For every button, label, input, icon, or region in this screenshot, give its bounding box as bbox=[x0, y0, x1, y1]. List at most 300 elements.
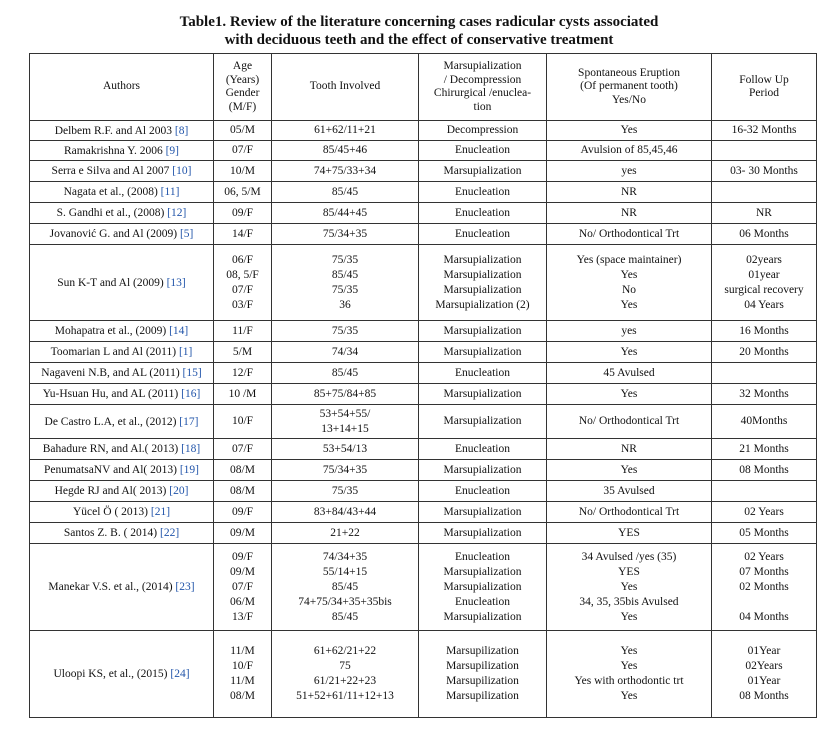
followup-value: 02Years bbox=[745, 660, 783, 672]
treatment-value: Enucleation bbox=[455, 227, 510, 240]
age-cell bbox=[214, 321, 272, 342]
eruption-value: Yes bbox=[620, 345, 638, 358]
age-value: 06/F bbox=[231, 253, 254, 266]
age-value: 09/F bbox=[231, 550, 254, 563]
table-row bbox=[30, 460, 817, 481]
author-name: PenumatsaNV and Al( 2013) bbox=[43, 464, 177, 476]
age-value: 08/M bbox=[230, 690, 255, 702]
tooth-cell bbox=[272, 544, 419, 631]
eruption-cell bbox=[547, 523, 712, 544]
reference-link[interactable]: [9] bbox=[165, 144, 179, 157]
tooth-cell bbox=[272, 342, 419, 363]
table-row bbox=[30, 363, 817, 384]
age-value: 06/M bbox=[230, 595, 255, 608]
treatment-value: Enucleation bbox=[455, 442, 510, 455]
author-cell bbox=[30, 224, 214, 245]
followup-value: NR bbox=[756, 206, 772, 219]
eruption-value: No bbox=[621, 283, 637, 296]
treatment-value: Marsupialization bbox=[443, 526, 522, 539]
eruption-value: No/ Orthodontical Trt bbox=[578, 415, 680, 427]
eruption-cell bbox=[547, 439, 712, 460]
eruption-cell bbox=[547, 384, 712, 405]
eruption-cell bbox=[547, 405, 712, 439]
age-cell bbox=[214, 523, 272, 544]
tooth-value: 75/35 bbox=[331, 253, 359, 266]
followup-cell bbox=[712, 405, 817, 439]
tooth-value: 75/35 bbox=[331, 324, 359, 337]
reference-link[interactable]: [20] bbox=[169, 485, 189, 497]
tooth-cell bbox=[272, 363, 419, 384]
treatment-value: Marsupialization bbox=[443, 610, 522, 623]
age-cell bbox=[214, 161, 272, 182]
reference-link[interactable]: [5] bbox=[179, 228, 194, 240]
eruption-cell bbox=[547, 203, 712, 224]
author-cell bbox=[30, 405, 214, 439]
reference-link[interactable]: [17] bbox=[179, 415, 199, 428]
treatment-cell bbox=[419, 203, 547, 224]
tooth-value: 85+75/84+85 bbox=[313, 387, 377, 400]
reference-link[interactable]: [24] bbox=[170, 668, 190, 680]
age-value: 11/F bbox=[232, 324, 253, 337]
author-name: Sun K-T and Al (2009) bbox=[57, 276, 164, 289]
age-cell bbox=[214, 384, 272, 405]
reference-link[interactable]: [22] bbox=[159, 527, 180, 539]
reference-link[interactable]: [14] bbox=[169, 325, 189, 337]
table-row bbox=[30, 245, 817, 321]
followup-cell bbox=[712, 544, 817, 631]
followup-value: 40Months bbox=[740, 415, 788, 427]
eruption-value: Yes bbox=[620, 690, 638, 702]
treatment-cell bbox=[419, 224, 547, 245]
author-cell bbox=[30, 384, 214, 405]
treatment-cell bbox=[419, 502, 547, 523]
header-treatment: Marsupialization / Decompression Chirurgical /enuclea- tion bbox=[419, 54, 547, 121]
author-name: Serra e Silva and Al 2007 bbox=[51, 165, 170, 177]
eruption-value: Avulsion of 85,45,46 bbox=[580, 144, 678, 156]
eruption-cell bbox=[547, 321, 712, 342]
header-age-gender: Age (Years) Gender (M/F) bbox=[214, 54, 272, 121]
reference-link[interactable]: [10] bbox=[172, 165, 192, 177]
age-cell bbox=[214, 121, 272, 141]
reference-link[interactable]: [21] bbox=[150, 506, 171, 518]
author-name: S. Gandhi et al., (2008) bbox=[56, 207, 165, 219]
author-cell bbox=[30, 363, 214, 384]
table-row bbox=[30, 182, 817, 203]
followup-value: 01Year bbox=[747, 675, 781, 687]
reference-link[interactable]: [15] bbox=[182, 367, 202, 379]
eruption-value: NR bbox=[621, 185, 637, 198]
tooth-value: 51+52+61/11+12+13 bbox=[296, 690, 394, 702]
treatment-value: Marsupialization bbox=[443, 387, 522, 400]
table-row bbox=[30, 405, 817, 439]
table-row bbox=[30, 224, 817, 245]
eruption-value: 45 Avulsed bbox=[603, 366, 655, 379]
followup-cell bbox=[712, 161, 817, 182]
followup-value: 08 Months bbox=[739, 463, 789, 476]
reference-link[interactable]: [23] bbox=[175, 581, 195, 593]
tooth-value: 75/35 bbox=[331, 283, 359, 296]
treatment-value: Enucleation bbox=[455, 484, 510, 497]
age-cell bbox=[214, 363, 272, 384]
treatment-cell bbox=[419, 523, 547, 544]
eruption-value: Yes bbox=[620, 580, 638, 593]
treatment-cell bbox=[419, 460, 547, 481]
reference-link[interactable]: [16] bbox=[181, 388, 201, 400]
treatment-cell bbox=[419, 321, 547, 342]
eruption-cell bbox=[547, 141, 712, 161]
followup-value bbox=[715, 185, 813, 200]
table-caption-line-2: with deciduous teeth and the effect of conservative treatment bbox=[224, 32, 614, 48]
tooth-value: 74/34+35 bbox=[322, 550, 368, 563]
tooth-value: 61+62/11+21 bbox=[314, 124, 376, 136]
author-cell bbox=[30, 141, 214, 161]
table-row bbox=[30, 161, 817, 182]
followup-value: 32 Months bbox=[739, 387, 789, 400]
followup-cell bbox=[712, 460, 817, 481]
author-name: Mohapatra et al., (2009) bbox=[54, 325, 167, 337]
tooth-value: 61/21+22+23 bbox=[313, 675, 377, 687]
treatment-cell bbox=[419, 544, 547, 631]
age-value: 09/M bbox=[230, 565, 255, 578]
author-cell bbox=[30, 182, 214, 203]
followup-cell bbox=[712, 523, 817, 544]
treatment-cell bbox=[419, 182, 547, 203]
author-name: Hegde RJ and Al( 2013) bbox=[54, 485, 167, 497]
tooth-value: 55/14+15 bbox=[322, 565, 368, 578]
age-value: 09/F bbox=[231, 206, 254, 219]
tooth-value: 85/45 bbox=[331, 610, 359, 623]
tooth-cell bbox=[272, 631, 419, 718]
age-cell bbox=[214, 631, 272, 718]
followup-value: 02 Months bbox=[739, 580, 789, 593]
table-row bbox=[30, 121, 817, 141]
age-value: 09/M bbox=[230, 526, 255, 539]
followup-cell bbox=[712, 363, 817, 384]
followup-value: 01Year bbox=[747, 645, 781, 657]
table-caption bbox=[0, 13, 838, 49]
eruption-cell bbox=[547, 460, 712, 481]
age-value: 12/F bbox=[231, 366, 254, 379]
eruption-value: Yes bbox=[620, 298, 638, 311]
tooth-value: 85/45 bbox=[331, 185, 359, 198]
tooth-value: 83+84/43+44 bbox=[313, 505, 377, 518]
age-value: 5/M bbox=[232, 345, 253, 358]
tooth-value: 75 bbox=[339, 660, 351, 672]
age-value: 10/F bbox=[231, 415, 254, 427]
followup-value: 16 Months bbox=[739, 324, 789, 337]
treatment-value: Enucleation bbox=[455, 366, 510, 379]
treatment-value: Marsupilization bbox=[446, 675, 519, 687]
treatment-value: Marsupilization bbox=[446, 660, 519, 672]
age-cell bbox=[214, 245, 272, 321]
age-value: 08/M bbox=[230, 484, 255, 497]
treatment-cell bbox=[419, 481, 547, 502]
table-row bbox=[30, 141, 817, 161]
followup-cell bbox=[712, 384, 817, 405]
followup-value: surgical recovery bbox=[724, 283, 804, 296]
age-value: 14/F bbox=[231, 227, 254, 240]
eruption-cell bbox=[547, 363, 712, 384]
author-name: Bahadure RN, and Al.( 2013) bbox=[42, 443, 179, 455]
author-cell bbox=[30, 203, 214, 224]
age-cell bbox=[214, 405, 272, 439]
tooth-value: 75/34+35 bbox=[322, 463, 368, 476]
eruption-cell bbox=[547, 224, 712, 245]
eruption-value: No/ Orthodontical Trt bbox=[578, 227, 680, 240]
treatment-value: Marsupialization bbox=[443, 268, 522, 281]
treatment-value: Decompression bbox=[446, 124, 519, 136]
tooth-cell bbox=[272, 141, 419, 161]
eruption-value: NR bbox=[621, 206, 637, 219]
reference-link[interactable]: [11] bbox=[160, 186, 180, 198]
treatment-value: Marsupialization bbox=[443, 283, 522, 296]
followup-value bbox=[715, 143, 813, 158]
age-cell bbox=[214, 502, 272, 523]
header-authors: Authors bbox=[30, 54, 214, 121]
followup-value: 21 Months bbox=[739, 442, 789, 455]
tooth-cell bbox=[272, 481, 419, 502]
eruption-value: 35 Avulsed bbox=[603, 484, 655, 497]
tooth-cell bbox=[272, 245, 419, 321]
followup-value: 03- 30 Months bbox=[730, 164, 798, 177]
tooth-cell bbox=[272, 502, 419, 523]
followup-cell bbox=[712, 321, 817, 342]
author-cell bbox=[30, 502, 214, 523]
table-row bbox=[30, 342, 817, 363]
table-row bbox=[30, 384, 817, 405]
treatment-value: Enucleation bbox=[455, 550, 510, 563]
followup-cell bbox=[712, 481, 817, 502]
age-cell bbox=[214, 544, 272, 631]
followup-value: 05 Months bbox=[739, 526, 789, 539]
tooth-cell bbox=[272, 405, 419, 439]
followup-value bbox=[715, 595, 813, 610]
treatment-value: Marsupialization bbox=[443, 324, 522, 337]
followup-cell bbox=[712, 342, 817, 363]
followup-cell bbox=[712, 245, 817, 321]
treatment-value: Marsupialization (2) bbox=[435, 298, 530, 311]
eruption-cell bbox=[547, 121, 712, 141]
followup-value: 06 Months bbox=[739, 227, 789, 240]
eruption-cell bbox=[547, 544, 712, 631]
followup-value: 07 Months bbox=[739, 565, 789, 578]
followup-cell bbox=[712, 182, 817, 203]
author-name: Santos Z. B. ( 2014) bbox=[63, 527, 158, 539]
tooth-value: 36 bbox=[339, 298, 351, 311]
treatment-value: Marsupialization bbox=[443, 565, 522, 578]
tooth-cell bbox=[272, 460, 419, 481]
table-row bbox=[30, 523, 817, 544]
tooth-cell bbox=[272, 224, 419, 245]
treatment-cell bbox=[419, 405, 547, 439]
author-name: Manekar V.S. et al., (2014) bbox=[48, 581, 173, 593]
treatment-value: Marsupialization bbox=[443, 253, 522, 266]
treatment-value: Enucleation bbox=[455, 595, 510, 608]
reference-link[interactable]: [12] bbox=[167, 207, 187, 219]
followup-value: 02 Years bbox=[744, 505, 784, 518]
followup-value: 04 Months bbox=[739, 610, 789, 623]
tooth-value: 74/34 bbox=[331, 345, 359, 358]
author-cell bbox=[30, 460, 214, 481]
treatment-value: Enucleation bbox=[455, 144, 510, 156]
tooth-cell bbox=[272, 121, 419, 141]
author-name: Jovanović G. and Al (2009) bbox=[49, 228, 178, 240]
treatment-value: Marsupialization bbox=[443, 580, 522, 593]
header-row bbox=[30, 54, 817, 121]
table-row bbox=[30, 203, 817, 224]
treatment-value: Marsupilization bbox=[446, 645, 519, 657]
age-value: 10/M bbox=[230, 164, 255, 177]
tooth-value: 85/45 bbox=[331, 580, 359, 593]
eruption-value: Yes (space maintainer) bbox=[576, 253, 682, 266]
eruption-value: NR bbox=[621, 442, 637, 455]
reference-link[interactable]: [8] bbox=[174, 124, 189, 137]
followup-value: 02 Years bbox=[744, 550, 784, 563]
age-cell bbox=[214, 481, 272, 502]
tooth-cell bbox=[272, 321, 419, 342]
tooth-value: 53+54/13 bbox=[322, 442, 368, 455]
eruption-cell bbox=[547, 182, 712, 203]
header-tooth-involved: Tooth Involved bbox=[272, 54, 419, 121]
author-cell bbox=[30, 481, 214, 502]
followup-cell bbox=[712, 224, 817, 245]
author-cell bbox=[30, 544, 214, 631]
reference-link[interactable]: [19] bbox=[179, 464, 200, 476]
age-cell bbox=[214, 141, 272, 161]
followup-cell bbox=[712, 502, 817, 523]
author-cell bbox=[30, 523, 214, 544]
tooth-cell bbox=[272, 182, 419, 203]
age-value: 07/F bbox=[231, 144, 254, 156]
followup-cell bbox=[712, 631, 817, 718]
treatment-cell bbox=[419, 121, 547, 141]
table-row bbox=[30, 502, 817, 523]
tooth-value: 74+75/33+34 bbox=[313, 164, 377, 177]
treatment-cell bbox=[419, 384, 547, 405]
age-value: 11/M bbox=[230, 675, 255, 687]
eruption-cell bbox=[547, 481, 712, 502]
literature-table bbox=[29, 53, 817, 718]
eruption-value: Yes bbox=[620, 660, 638, 672]
tooth-value: 75/35 bbox=[331, 484, 359, 497]
age-value: 05/M bbox=[230, 124, 255, 136]
age-cell bbox=[214, 203, 272, 224]
tooth-cell bbox=[272, 523, 419, 544]
age-value: 11/M bbox=[230, 645, 255, 657]
treatment-value: Marsupialization bbox=[443, 415, 522, 427]
treatment-value: Marsupialization bbox=[443, 505, 522, 518]
treatment-cell bbox=[419, 631, 547, 718]
eruption-value: Yes bbox=[620, 268, 638, 281]
followup-cell bbox=[712, 203, 817, 224]
followup-cell bbox=[712, 121, 817, 141]
table-caption-line-1: Table1. Review of the literature concerning cases radicular cysts associated bbox=[179, 14, 659, 30]
eruption-value: No/ Orthodontical Trt bbox=[578, 505, 680, 518]
tooth-cell bbox=[272, 161, 419, 182]
table-row bbox=[30, 321, 817, 342]
treatment-value: Enucleation bbox=[455, 206, 510, 219]
header-follow-up: Follow Up Period bbox=[712, 54, 817, 121]
author-name: Uloopi KS, et al., (2015) bbox=[53, 668, 168, 680]
age-value: 03/F bbox=[231, 298, 254, 311]
treatment-value: Enucleation bbox=[455, 185, 510, 198]
eruption-value: Yes with orthodontic trt bbox=[574, 675, 684, 687]
age-value: 10 /M bbox=[228, 387, 257, 400]
treatment-value: Marsupialization bbox=[443, 345, 522, 358]
author-name: Delbem R.F. and Al 2003 bbox=[54, 124, 172, 137]
tooth-cell bbox=[272, 203, 419, 224]
table-row bbox=[30, 544, 817, 631]
age-value: 06, 5/M bbox=[224, 185, 261, 198]
tooth-value: 85/45 bbox=[331, 268, 359, 281]
tooth-value: 21+22 bbox=[330, 526, 360, 539]
age-cell bbox=[214, 342, 272, 363]
treatment-cell bbox=[419, 439, 547, 460]
tooth-value: 85/45 bbox=[331, 366, 359, 379]
author-name: Yücel Ö ( 2013) bbox=[72, 506, 148, 518]
age-value: 09/F bbox=[231, 505, 254, 518]
author-name: Nagata et al., (2008) bbox=[63, 186, 158, 198]
treatment-cell bbox=[419, 141, 547, 161]
age-value: 08/M bbox=[230, 463, 255, 476]
reference-link[interactable]: [1] bbox=[178, 346, 193, 358]
eruption-value: YES bbox=[618, 526, 640, 539]
age-cell bbox=[214, 224, 272, 245]
age-value: 07/F bbox=[231, 442, 254, 455]
treatment-cell bbox=[419, 363, 547, 384]
tooth-value: 61+62/21+22 bbox=[313, 645, 377, 657]
eruption-cell bbox=[547, 631, 712, 718]
tooth-value: 75/34+35 bbox=[322, 227, 368, 240]
followup-value: 02years bbox=[746, 253, 782, 266]
author-name: Yu-Hsuan Hu, and AL (2011) bbox=[42, 388, 179, 400]
eruption-value: Yes bbox=[620, 610, 638, 623]
followup-value: 16-32 Months bbox=[731, 124, 797, 136]
table-row bbox=[30, 439, 817, 460]
age-value: 13/F bbox=[231, 610, 254, 623]
eruption-value: 34, 35, 35bis Avulsed bbox=[579, 595, 679, 608]
reference-link[interactable]: [13] bbox=[166, 276, 186, 289]
followup-cell bbox=[712, 141, 817, 161]
eruption-value: Yes bbox=[620, 645, 638, 657]
age-value: 08, 5/F bbox=[226, 268, 259, 281]
age-cell bbox=[214, 439, 272, 460]
treatment-value: Marsupilization bbox=[446, 690, 519, 702]
table-row bbox=[30, 481, 817, 502]
treatment-cell bbox=[419, 342, 547, 363]
eruption-value: Yes bbox=[620, 463, 638, 476]
eruption-value: Yes bbox=[620, 124, 638, 136]
tooth-value: 85/44+45 bbox=[322, 206, 368, 219]
author-cell bbox=[30, 439, 214, 460]
tooth-value: 74+75/34+35+35bis bbox=[298, 595, 392, 608]
tooth-value: 53+54+55/ bbox=[319, 407, 371, 420]
eruption-value: YES bbox=[618, 565, 640, 578]
eruption-cell bbox=[547, 342, 712, 363]
reference-link[interactable]: [18] bbox=[181, 443, 201, 455]
treatment-value: Marsupialization bbox=[443, 463, 522, 476]
treatment-cell bbox=[419, 245, 547, 321]
author-name: De Castro L.A, et al., (2012) bbox=[44, 415, 177, 428]
followup-value: 04 Years bbox=[744, 298, 784, 311]
followup-cell bbox=[712, 439, 817, 460]
eruption-value: yes bbox=[621, 324, 637, 337]
age-value: 07/F bbox=[231, 283, 254, 296]
author-cell bbox=[30, 321, 214, 342]
age-cell bbox=[214, 460, 272, 481]
eruption-value: yes bbox=[621, 164, 637, 177]
followup-value: 20 Months bbox=[739, 345, 789, 358]
